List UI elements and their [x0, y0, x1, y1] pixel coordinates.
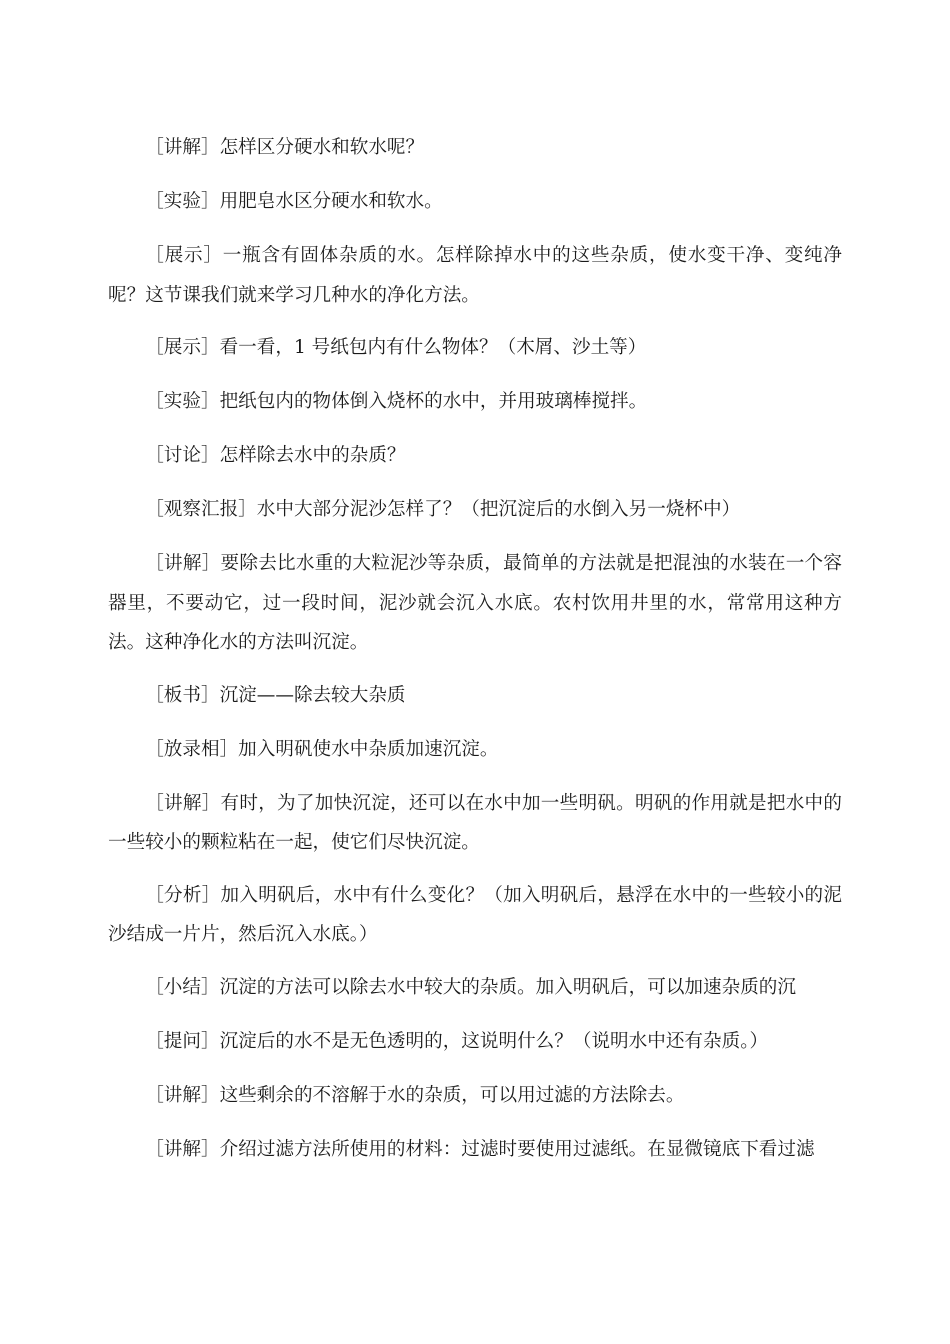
paragraph-observation-report: ［观察汇报］水中大部分泥沙怎样了？（把沉淀后的水倒入另一烧杯中）: [145, 499, 741, 520]
paragraph-explain-filter-materials: ［讲解］介绍过滤方法所使用的材料：过滤时要使用过滤纸。在显微镜底下看过滤: [145, 1138, 815, 1160]
paragraph-explain-alum: ［讲解］有时，为了加快沉淀，还可以在水中加一些明矾。明矾的作用就是把水中的一些较小的颗粒粘在一起，使它们尽快沉淀。: [108, 792, 842, 853]
paragraph-experiment-stir: ［实验］把纸包内的物体倒入烧杯的水中，并用玻璃棒搅拌。: [145, 391, 648, 412]
paragraph-board-note: ［板书］沉淀——除去较大杂质: [145, 684, 406, 706]
paragraph-explain-hard-soft-water: ［讲解］怎样区分硬水和软水呢？: [145, 137, 425, 158]
paragraph-discussion: ［讨论］怎样除去水中的杂质？: [145, 445, 406, 466]
paragraph-explain-sedimentation: ［讲解］要除去比水重的大粒泥沙等杂质，最简单的方法就是把混浊的水装在一个容器里，不要动它，过一段时间，泥沙就会沉入水底。农村饮用井里的水，常常用这种方法。这种净化水的方法叫沉淀。: [108, 553, 842, 653]
paragraph-show-impure-water: ［展示］一瓶含有固体杂质的水。怎样除掉水中的这些杂质，使水变干净、变纯净呢？这节课我们就来学习几种水的净化方法。: [108, 245, 842, 306]
paragraph-video: ［放录相］加入明矾使水中杂质加速沉淀。: [145, 738, 499, 760]
paragraph-summary: ［小结］沉淀的方法可以除去水中较大的杂质。加入明矾后，可以加速杂质的沉: [145, 976, 796, 998]
paragraph-question: ［提问］沉淀后的水不是无色透明的，这说明什么？（说明水中还有杂质。）: [145, 1030, 769, 1052]
paragraph-analysis: ［分析］加入明矾后，水中有什么变化？（加入明矾后，悬浮在水中的一些较小的泥沙结成一片片，然后沉入水底。）: [108, 884, 842, 945]
paragraph-experiment-soap-water: ［实验］用肥皂水区分硬水和软水。: [145, 191, 443, 212]
paragraph-show-paper-packet: ［展示］看一看，1 号纸包内有什么物体？（木屑、沙土等）: [145, 337, 647, 358]
paragraph-explain-filtration: ［讲解］这些剩余的不溶解于水的杂质，可以用过滤的方法除去。: [145, 1084, 685, 1106]
lesson-text: [108, 128, 842, 1184]
